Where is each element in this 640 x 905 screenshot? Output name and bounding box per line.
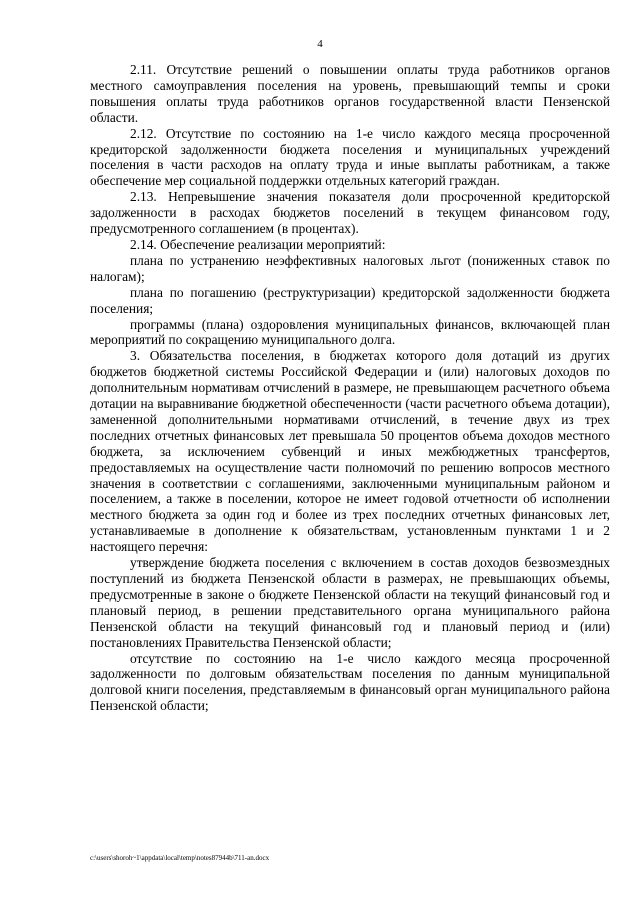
list-item-tax-benefits-plan: плана по устранению неэффективных налоговых льгот (пониженных ставок по налогам);: [90, 252, 610, 284]
paragraph-2-14: 2.14. Обеспечение реализации мероприятий:: [130, 236, 386, 252]
footer-file-path: c:\users\shoroh~1\appdata\local\temp\notes87944b\711-an.docx: [90, 854, 270, 862]
list-item-debt-repayment-plan: плана по погашению (реструктуризации) кредиторской задолженности бюджета поселения;: [90, 284, 610, 316]
paragraph-2-11: 2.11. Отсутствие решений о повышении оплаты труда работников органов местного самоуправления поселения на уровень, превышающий темпы и сроки повышения оплаты труда работников органов государственной власти Пензенской области.: [90, 62, 610, 125]
list-item-no-overdue-debt: отсутствие по состоянию на 1-е число каждого месяца просроченной задолженности по долговым обязательствам поселения по данным муниципальной долговой книги поселения, представляемым в финансовый орган муниципального района Пензенской области;: [90, 650, 610, 714]
paragraph-2-13: 2.13. Непревышение значения показателя доли просроченной кредиторской задолженности в расходах бюджетов поселений в текущем финансовом году, предусмотренного соглашением (в процентах).: [90, 189, 610, 237]
paragraph-3: 3. Обязательства поселения, в бюджетах которого доля дотаций из других бюджетов бюджетной системы Российской Федерации и (или) налоговых доходов по дополнительным нормативам отчислений в размере, не превышающем расчетного объема дотации на выравнивание бюджетной обеспеченности (части расчетного объема дотации), замененной дополнительными нормативами отчислений, в течение двух из трех последних отчетных финансовых лет превышала 50 процентов объема доходов местного бюджета, за исключением субвенций и иных межбюджетных трансфертов, предоставляемых на осуществление части полномочий по решению вопросов местного значения в соответствии с соглашениями, заключенными муниципальным районом и поселением, а также в поселении, которое не имеет годовой отчетности об исполнении местного бюджета за один год и более из трех последних отчетных финансовых лет, устанавливаемые в дополнение к обязательствам, установленным пунктами 1 и 2 настоящего перечня:: [90, 348, 610, 555]
list-item-finance-recovery-program: программы (плана) оздоровления муниципальных финансов, включающей план мероприятий по сокращению муниципального долга.: [90, 316, 610, 348]
page-number: 4: [317, 38, 323, 50]
document-body: [90, 62, 610, 714]
list-item-budget-approval: утверждение бюджета поселения с включением в состав доходов безвозмездных поступлений из бюджета Пензенской области в размерах, не превышающих объемы, предусмотренные в законе о бюджете Пензенской области на текущий финансовый год и плановый период, в решении представительного органа муниципального района Пензенской области на текущий финансовый год и плановый период и (или) постановлениях Правительства Пензенской области;: [90, 555, 610, 650]
paragraph-2-12: 2.12. Отсутствие по состоянию на 1-е число каждого месяца просроченной кредиторской задолженности бюджета поселения и муниципальных учреждений поселения в части расходов на оплату труда и иные выплаты работникам, а также обеспечение мер социальной поддержки отдельных категорий граждан.: [90, 125, 610, 189]
